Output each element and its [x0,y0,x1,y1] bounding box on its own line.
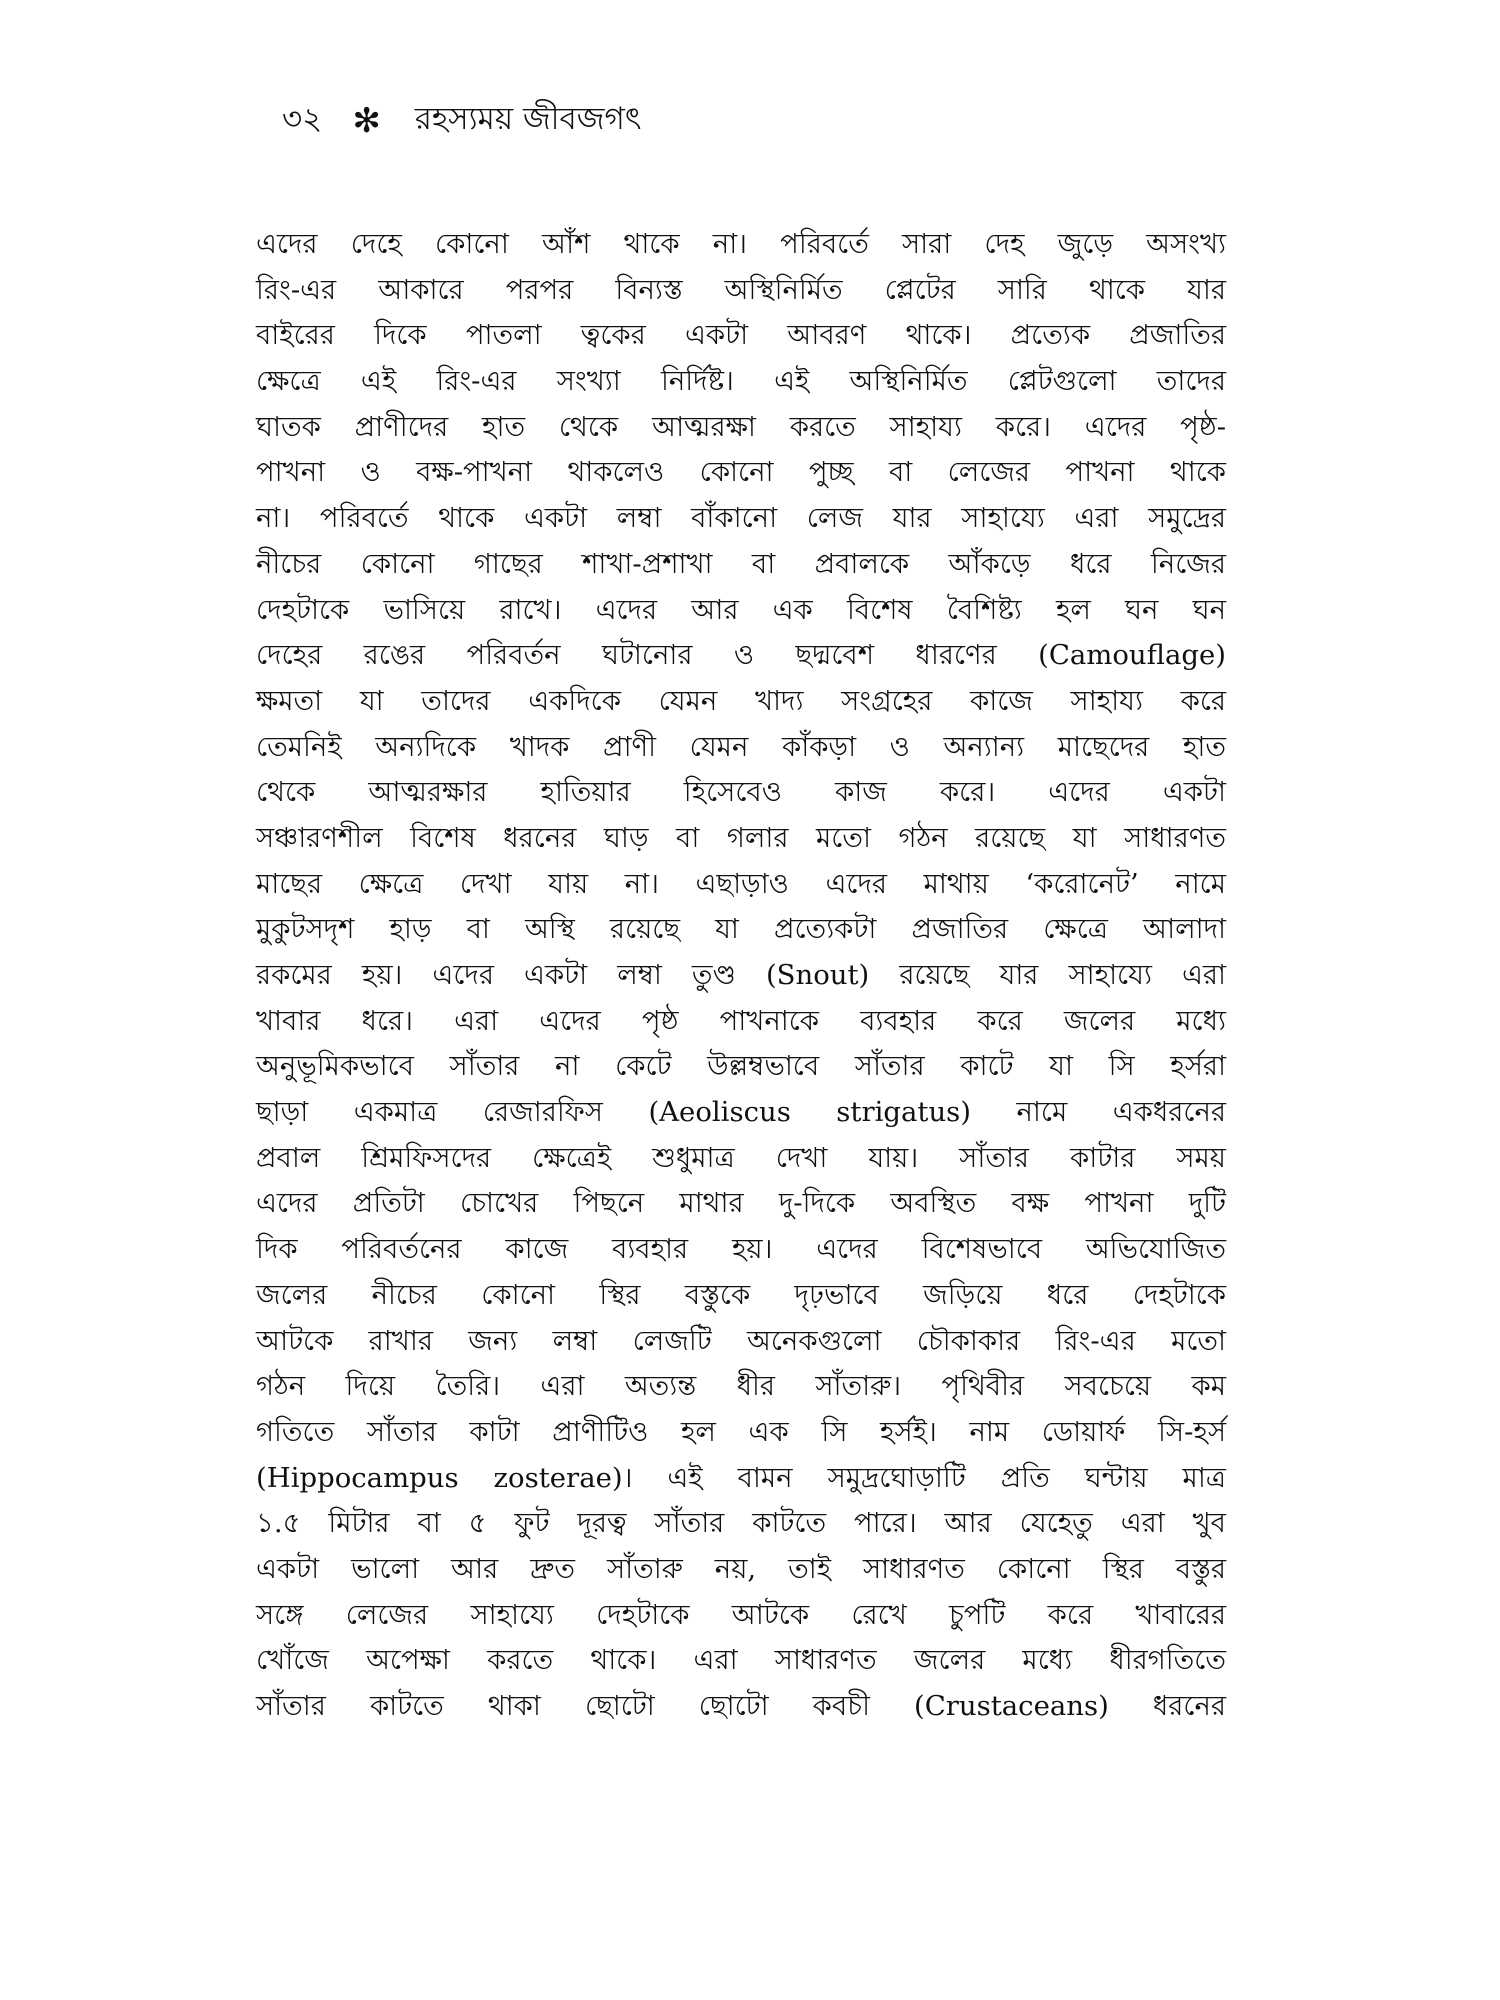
text-line: সঞ্চারণশীল বিশেষ ধরনের ঘাড় বা গলার মতো গঠন রয়েছে যা সাধারণত [256,821,1226,854]
text-line: আটকে রাখার জন্য লম্বা লেজটি অনেকগুলো চৌকাকার রিং-এর মতো [256,1324,1226,1357]
text-line: একটা ভালো আর দ্রুত সাঁতারু নয়, তাই সাধারণত কোনো স্থির বস্তুর [256,1552,1226,1585]
text-line: ক্ষমতা যা তাদের একদিকে যেমন খাদ্য সংগ্রহের কাজে সাহায্য করে [256,684,1226,717]
text-line: ছাড়া একমাত্র রেজারফিস (Aeoliscus strigatus) নামে একধরনের [256,1096,1226,1129]
text-line: মাছের ক্ষেত্রে দেখা যায় না। এছাড়াও এদের মাথায় ‘করোনেট’ নামে [256,867,1226,900]
text-line: সাঁতার কাটতে থাকা ছোটো ছোটো কবচী (Crustaceans) ধরনের [256,1690,1226,1722]
text-line: রিং-এর আকারে পরপর বিন্যস্ত অস্থিনির্মিত প্লেটের সারি থাকে যার [256,273,1226,306]
text-line: (Hippocampus zosterae)। এই বামন সমুদ্রঘোড়াটি প্রতি ঘন্টায় মাত্র [256,1461,1226,1494]
body-paragraph [256,222,1226,1730]
text-line: গঠন দিয়ে তৈরি। এরা অত্যন্ত ধীর সাঁতারু। পৃথিবীর সবচেয়ে কম [256,1370,1226,1403]
text-line: খোঁজে অপেক্ষা করতে থাকে। এরা সাধারণত জলের মধ্যে ধীরগতিতে [256,1644,1226,1677]
text-line: এদের প্রতিটা চোখের পিছনে মাথার দু-দিকে অবস্থিত বক্ষ পাখনা দুটি [256,1187,1226,1220]
text-line: মুকুটসদৃশ হাড় বা অস্থি রয়েছে যা প্রত্যেকটা প্রজাতির ক্ষেত্রে আলাদা [256,913,1226,946]
asterisk-ornament-icon: ✻ [352,101,381,141]
text-line: গতিতে সাঁতার কাটা প্রাণীটিও হল এক সি হর্সই। নাম ডোয়ার্ফ সি-হর্স [256,1415,1226,1448]
text-line: জলের নীচের কোনো স্থির বস্তুকে দৃঢ়ভাবে জড়িয়ে ধরে দেহটাকে [256,1278,1226,1311]
text-line: অনুভূমিকভাবে সাঁতার না কেটে উল্লম্বভাবে সাঁতার কাটে যা সি হর্সরা [256,1050,1226,1083]
text-line: সঙ্গে লেজের সাহায্যে দেহটাকে আটকে রেখে চুপটি করে খাবারের [256,1598,1226,1631]
text-line: থেকে আত্মরক্ষার হাতিয়ার হিসেবেও কাজ করে। এদের একটা [256,776,1226,809]
text-line: ক্ষেত্রে এই রিং-এর সংখ্যা নির্দিষ্ট। এই অস্থিনির্মিত প্লেটগুলো তাদের [256,365,1226,398]
text-line: পাখনা ও বক্ষ-পাখনা থাকলেও কোনো পুচ্ছ বা লেজের পাখনা থাকে [256,456,1226,489]
page-number: ৩২ [282,101,323,137]
text-line: দেহের রঙের পরিবর্তন ঘটানোর ও ছদ্মবেশ ধারণের (Camouflage) [256,639,1226,672]
text-line: নীচের কোনো গাছের শাখা-প্রশাখা বা প্রবালকে আঁকড়ে ধরে নিজের [256,547,1226,580]
text-line: রকমের হয়। এদের একটা লম্বা তুণ্ড (Snout) রয়েছে যার সাহায্যে এরা [256,959,1226,991]
text-line: না। পরিবর্তে থাকে একটা লম্বা বাঁকানো লেজ যার সাহায্যে এরা সমুদ্রের [256,502,1226,535]
text-line: ঘাতক প্রাণীদের হাত থেকে আত্মরক্ষা করতে সাহায্য করে। এদের পৃষ্ঠ- [256,410,1226,443]
text-line: তেমনিই অন্যদিকে খাদক প্রাণী যেমন কাঁকড়া ও অন্যান্য মাছেদের হাত [256,730,1226,763]
text-line: প্রবাল শ্রিমফিসদের ক্ষেত্রেই শুধুমাত্র দেখা যায়। সাঁতার কাটার সময় [256,1141,1226,1174]
text-line: এদের দেহে কোনো আঁশ থাকে না। পরিবর্তে সারা দেহ জুড়ে অসংখ্য [256,228,1226,260]
text-line: ১.৫ মিটার বা ৫ ফুট দূরত্ব সাঁতার কাটতে পারে। আর যেহেতু এরা খুব [256,1507,1226,1540]
text-line: খাবার ধরে। এরা এদের পৃষ্ঠ পাখনাকে ব্যবহার করে জলের মধ্যে [256,1004,1226,1037]
text-line: বাইরের দিকে পাতলা ত্বকের একটা আবরণ থাকে। প্রত্যেক প্রজাতির [256,319,1226,352]
text-line: দিক পরিবর্তনের কাজে ব্যবহার হয়। এদের বিশেষভাবে অভিযোজিত [256,1233,1226,1266]
book-title: রহস্যময় জীবজগৎ [414,101,642,137]
text-line: দেহটাকে ভাসিয়ে রাখে। এদের আর এক বিশেষ বৈশিষ্ট্য হল ঘন ঘন [256,593,1226,626]
running-head [282,96,641,146]
